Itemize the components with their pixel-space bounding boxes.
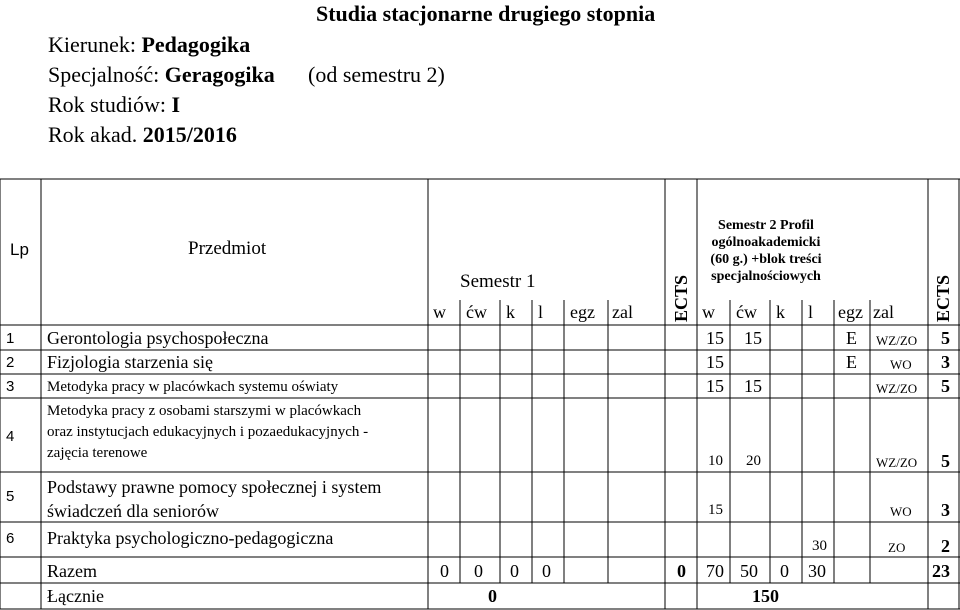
razem-s1-cw: 0 (474, 561, 483, 581)
cell-s2-zal: WZ/ZO (876, 381, 918, 396)
razem-ects1: 0 (677, 561, 686, 581)
subject-name: Fizjologia starzenia się (47, 352, 213, 372)
sem2-sub-l: l (808, 302, 814, 322)
cell-s2-cw: 15 (744, 376, 762, 396)
cell-ects2: 3 (941, 500, 950, 520)
cell-s2-w: 15 (706, 352, 724, 372)
rok-akad-label: Rok akad. (48, 122, 143, 147)
razem-s2-w: 70 (706, 561, 724, 581)
cell-s2-w: 15 (706, 376, 724, 396)
specjalnosc-note: (od semestru 2) (308, 62, 445, 87)
razem-s1-k: 0 (510, 561, 519, 581)
ects-header-sem1: ECTS (671, 274, 691, 322)
sem1-sub-l: l (538, 302, 544, 322)
cell-s2-cw: 20 (746, 453, 761, 469)
subject-name-line: Podstawy prawne pomocy społecznej i system (47, 477, 382, 497)
razem-s2-cw: 50 (740, 561, 758, 581)
lacznie-s2: 150 (752, 586, 779, 606)
subject-name: Praktyka psychologiczno-pedagogiczna (47, 528, 334, 548)
semester-2-title-line: (60 g.) +blok treści (710, 252, 822, 267)
subject-name: Metodyka pracy w placówkach systemu oświaty (47, 379, 339, 395)
cell-s2-cw: 15 (744, 328, 762, 348)
subject-name-line: świadczeń dla seniorów (47, 501, 219, 521)
kierunek-value: Pedagogika (141, 32, 251, 57)
semester-2-title-line: Semestr 2 Profil (718, 218, 814, 233)
subject-name (47, 401, 368, 464)
rok-studiow-value: I (171, 92, 181, 117)
cell-s2-egz: E (846, 352, 857, 372)
subject-name: Gerontologia psychospołeczna (47, 328, 269, 348)
cell-s2-w: 10 (708, 453, 723, 469)
razem-s1-l: 0 (542, 561, 551, 581)
row-lp: 2 (6, 354, 15, 371)
cell-s2-w: 15 (708, 502, 723, 518)
cell-s2-l: 30 (812, 538, 827, 554)
sem1-sub-w: w (433, 302, 446, 322)
specjalnosc-value: Geragogika (164, 62, 275, 87)
semester-2-title-line: ogólnoakademicki (711, 235, 821, 250)
row-lp: 6 (6, 530, 15, 547)
cell-s2-zal: WZ/ZO (876, 333, 918, 348)
cell-s2-w: 15 (706, 328, 724, 348)
ects-header-sem2: ECTS (933, 274, 953, 322)
sem2-sub-egz: egz (838, 302, 863, 322)
sem1-sub-cw: ćw (466, 302, 487, 322)
cell-ects2: 5 (941, 451, 950, 471)
razem-s2-l: 30 (808, 561, 826, 581)
lacznie-s1: 0 (488, 586, 497, 606)
subject-name-line: oraz instytucjach edukacyjnych i pozaedukacyjnych - (47, 424, 369, 440)
razem-label: Razem (47, 561, 97, 581)
row-lp: 3 (6, 378, 15, 395)
rok-studiow-label: Rok studiów: (48, 92, 172, 117)
cell-ects2: 3 (941, 352, 950, 372)
specjalnosc-label: Specjalność: (48, 62, 165, 87)
subject-name-line: Metodyka pracy z osobami starszymi w placówkach (47, 403, 362, 419)
rok-akad-value: 2015/2016 (142, 122, 237, 147)
cell-s2-egz: E (846, 328, 857, 348)
document-title: Studia stacjonarne drugiego stopnia (316, 1, 656, 26)
sem2-sub-k: k (776, 302, 785, 322)
subject-name (47, 475, 381, 523)
sem1-sub-zal: zal (612, 302, 633, 322)
cell-s2-zal: WZ/ZO (876, 455, 918, 470)
column-header-lp: Lp (10, 240, 29, 259)
semester-2-title-line: specjalnościowych (711, 269, 821, 284)
kierunek-label: Kierunek: (48, 32, 142, 57)
semester-1-title: Semestr 1 (460, 271, 536, 292)
sem1-sub-k: k (506, 302, 515, 322)
row-lp: 4 (6, 428, 15, 445)
semester-2-title (697, 217, 835, 285)
cell-ects2: 5 (941, 328, 950, 348)
cell-ects2: 5 (941, 376, 950, 396)
subject-name-line: zajęcia terenowe (47, 445, 148, 461)
cell-ects2: 2 (941, 536, 950, 556)
razem-s1-w: 0 (440, 561, 449, 581)
cell-s2-zal: WO (890, 504, 912, 519)
row-lp: 1 (6, 330, 15, 347)
lacznie-label: Łącznie (47, 586, 104, 606)
sem2-sub-cw: ćw (736, 302, 757, 322)
column-header-przedmiot: Przedmiot (188, 238, 267, 259)
sem2-sub-zal: zal (873, 302, 894, 322)
cell-s2-zal: WO (890, 357, 912, 372)
cell-s2-zal: ZO (888, 540, 906, 555)
row-lp: 5 (6, 488, 15, 505)
razem-ects2: 23 (932, 561, 950, 581)
razem-s2-k: 0 (780, 561, 789, 581)
sem2-sub-w: w (702, 302, 715, 322)
sem1-sub-egz: egz (570, 302, 595, 322)
